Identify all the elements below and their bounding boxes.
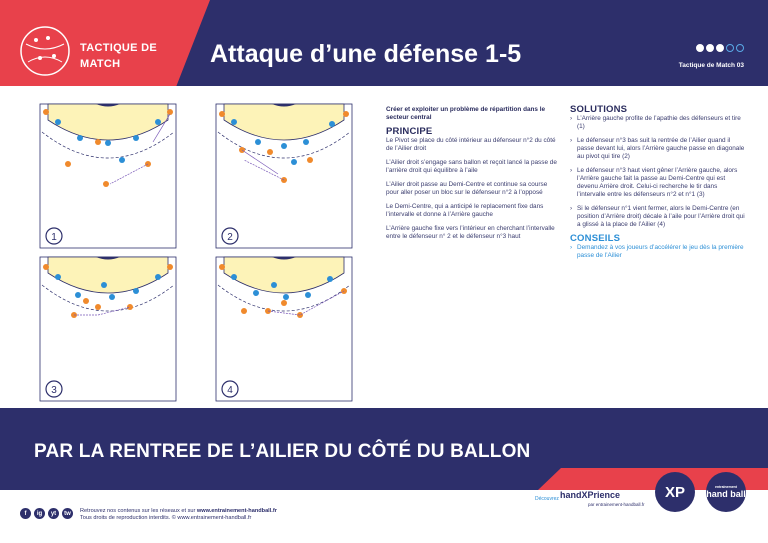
principe-paragraph: Le Demi-Centre, qui a anticipé le replacement fixe dans l’intervalle et donne à l’Arrière gauche [386, 203, 544, 218]
facebook-icon[interactable]: f [20, 508, 31, 519]
court-svg [38, 102, 178, 252]
conseils-list [570, 244, 745, 260]
solution-item: › Si le défenseur n°1 vient fermer, alors le Demi-Centre (en position d’Arrière droit) décale à l’aile pour l’Arrière droit qui a glissé à la place de l’Ailier (4) [570, 205, 745, 229]
handball-ball-icon [18, 24, 72, 78]
principe-column [386, 106, 561, 247]
youtube-icon[interactable]: yt [48, 508, 59, 519]
hb-badge-top: entrainement [715, 485, 737, 489]
level-ball-icon [736, 44, 744, 52]
conseil-item: › Demandez à vos joueurs d’accélérer le jeu dès la première passe de l’Ailier [570, 244, 745, 260]
solution-item: › Le défenseur n°3 haut vient gêner l’Arrière gauche, alors l’Arrière gauche fait la passe au Demi-Centre qui est devenu Arrière droit. Celui-ci recherche le tir dans l’intervalle entre les défenseurs n°2 et n°1 (3) [570, 167, 745, 199]
entrainement-handball-logo[interactable] [706, 472, 746, 512]
diagram-number: 1 [51, 232, 57, 243]
social-links [20, 508, 73, 519]
header [0, 0, 768, 86]
solutions-list [570, 115, 745, 229]
sheet-reference: Tactique de Match 03 [678, 62, 744, 69]
credit-prefix: Retrouvez nos contenus sur les réseaux et sur [80, 508, 197, 514]
level-ball-icon [726, 44, 734, 52]
principe-paragraph: L’Arrière gauche fixe vers l’intérieur en cherchant l’intervalle entre le défenseur n° 2 et le défenseur n°3 haut [386, 225, 555, 240]
handxprience-logo[interactable]: handXPrience [560, 490, 621, 500]
diagram-number: 3 [51, 385, 57, 396]
solution-item: › L’Arrière gauche profite de l’apathie des défenseurs et tire (1) [570, 115, 745, 131]
level-ball-icon [716, 44, 724, 52]
slogan-banner [0, 408, 768, 490]
footer [0, 483, 768, 543]
instagram-icon[interactable]: ig [34, 508, 45, 519]
diagram-number: 2 [227, 232, 233, 243]
slogan-text: PAR LA RENTREE DE L’AILIER DU CÔTÉ DU BALLON [34, 441, 531, 462]
intro-text: Créer et exploiter un problème de répartition dans le secteur central [386, 106, 546, 121]
level-ball-icon [696, 44, 704, 52]
principe-paragraph: Le Pivot se place du côté intérieur au défenseur n°2 du côté de l’Ailier droit [386, 137, 556, 152]
hb-badge-main: hand ball [706, 489, 746, 499]
brand-line-2: MATCH [80, 58, 121, 70]
xp-logo[interactable]: XP [655, 472, 695, 512]
brand-line-1: TACTIQUE DE [80, 42, 158, 54]
court-diagram-1 [38, 102, 178, 252]
handxprience-sub: par entrainement-handball.fr [588, 502, 645, 507]
conseils-heading: CONSEILS [570, 233, 621, 244]
court-svg [214, 255, 354, 405]
footer-credits [80, 508, 277, 522]
discover-label: Découvrez [535, 496, 559, 502]
principe-paragraph: L’Ailier droit s’engage sans ballon et reçoit lancé la passe de l’arrière droit qui équilibre à l’aile [386, 159, 557, 174]
twitter-icon[interactable]: tw [62, 508, 73, 519]
court-svg [214, 102, 354, 252]
site-link[interactable]: www.entrainement-handball.fr [196, 508, 277, 514]
page-title: Attaque d’une défense 1-5 [210, 40, 522, 68]
difficulty-level [696, 44, 744, 52]
principe-heading: PRINCIPE [386, 126, 433, 137]
court-diagram-4 [214, 255, 354, 405]
copyright-text: Tous droits de reproduction interdits. © www.entrainement-handball.fr [80, 515, 252, 521]
court-svg [38, 255, 178, 405]
solutions-heading: SOLUTIONS [570, 104, 628, 115]
principe-paragraph: L’Ailier droit passe au Demi-Centre et continue sa course pour aller poser un bloc sur le défenseur n°2 à l’opposé [386, 181, 548, 196]
diagram-number: 4 [227, 385, 233, 396]
court-diagram-3 [38, 255, 178, 405]
solutions-column [570, 106, 745, 266]
solution-item: › Le défenseur n°3 bas suit la rentrée de l’Ailier quand il passe devant lui, alors l’Arrière gauche passe en diagonale au pivot qui tire (2) [570, 137, 745, 161]
court-diagram-2 [214, 102, 354, 252]
level-ball-icon [706, 44, 714, 52]
